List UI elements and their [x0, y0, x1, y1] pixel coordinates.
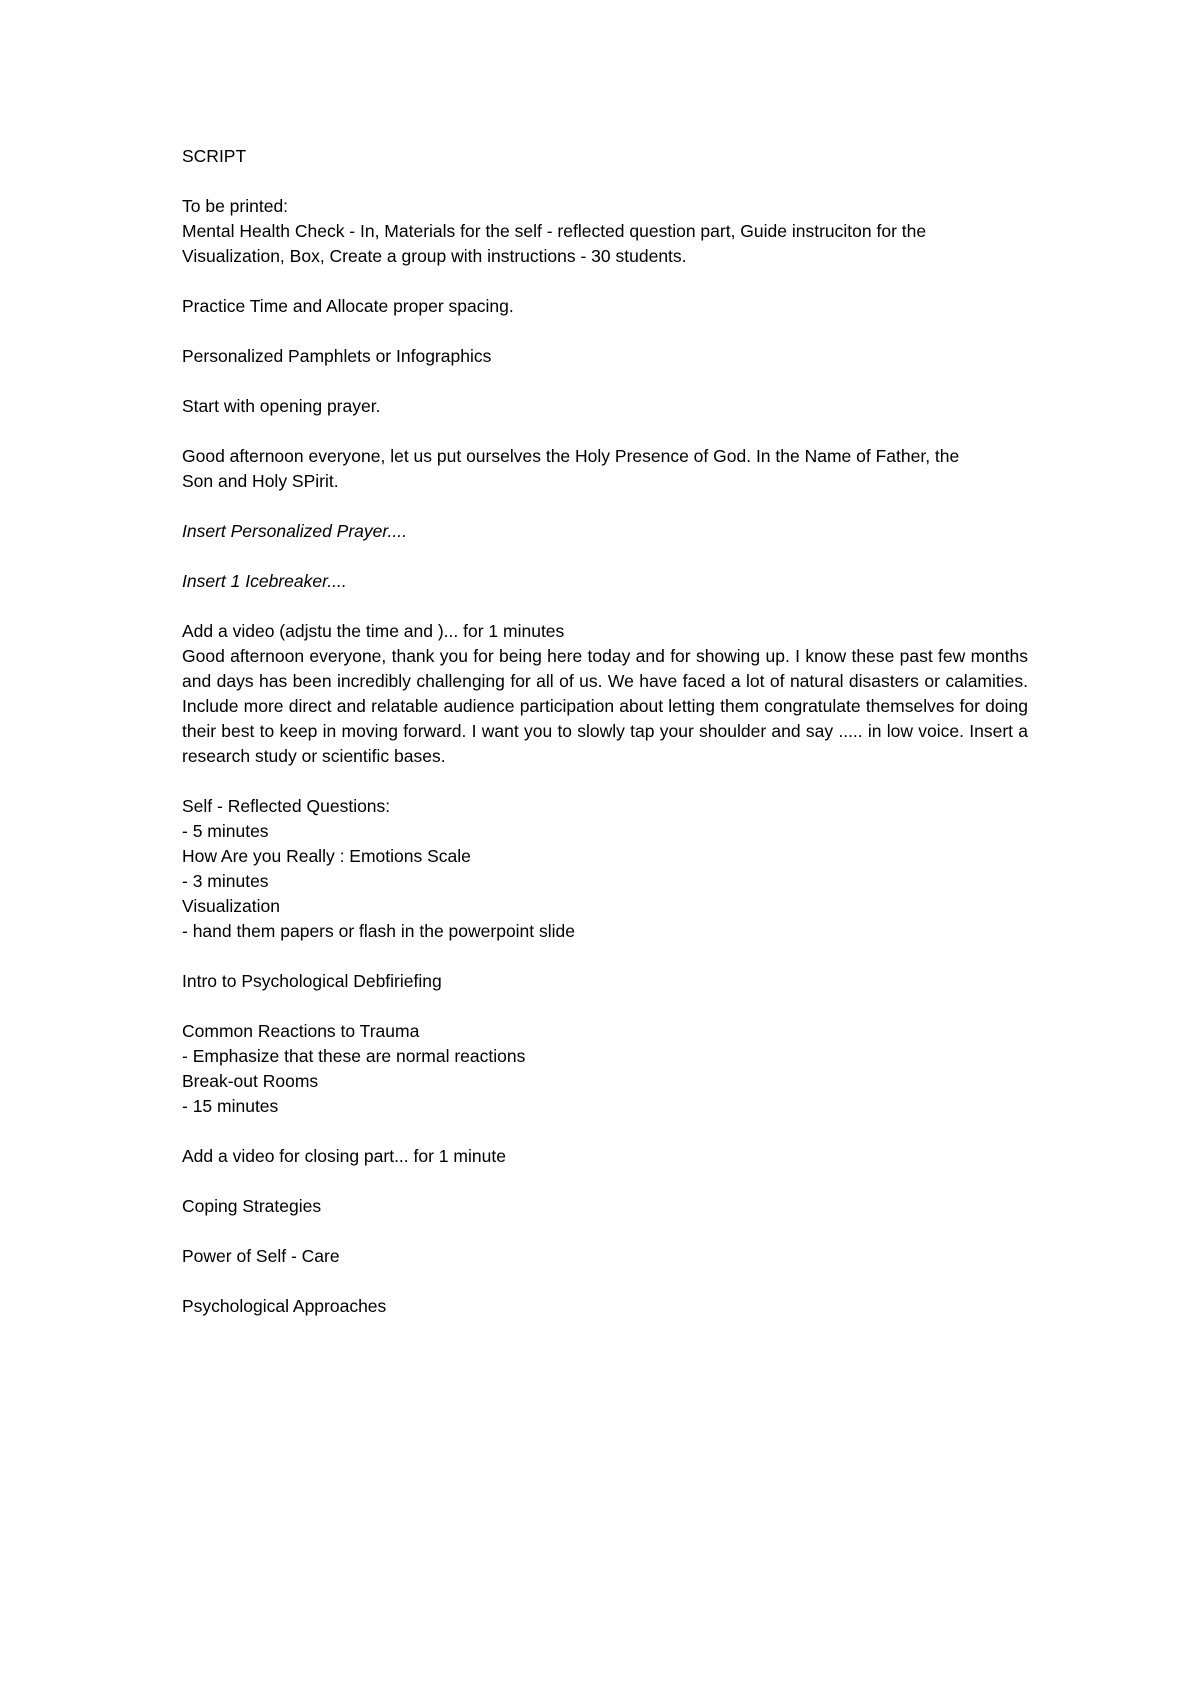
blank-line	[182, 944, 1028, 969]
emphasize-note: - Emphasize that these are normal reactions	[182, 1046, 526, 1066]
fifteen-minutes-note: - 15 minutes	[182, 1096, 279, 1116]
common-reactions-heading: Common Reactions to Trauma	[182, 1021, 420, 1041]
blank-line	[182, 319, 1028, 344]
document-body	[182, 144, 1028, 1319]
coping-strategies-heading: Coping Strategies	[182, 1196, 322, 1216]
blank-line	[182, 769, 1028, 794]
add-video-note: Add a video (adjstu the time and )... for 1 minutes	[182, 621, 565, 641]
three-minutes-note: - 3 minutes	[182, 871, 269, 891]
blank-line	[182, 994, 1028, 1019]
blank-line	[182, 269, 1028, 294]
insert-prayer-note: Insert Personalized Prayer....	[182, 521, 408, 541]
opening-prayer-note: Start with opening prayer.	[182, 396, 381, 416]
blank-line	[182, 1119, 1028, 1144]
pamphlets-note: Personalized Pamphlets or Infographics	[182, 346, 492, 366]
five-minutes-note: - 5 minutes	[182, 821, 269, 841]
greeting-line-1: Good afternoon everyone, let us put ourselves the Holy Presence of God. In the Name of Father, the	[182, 446, 960, 466]
practice-note: Practice Time and Allocate proper spacing.	[182, 296, 514, 316]
psychological-approaches-heading: Psychological Approaches	[182, 1296, 387, 1316]
emotions-scale-heading: How Are you Really : Emotions Scale	[182, 846, 471, 866]
to-be-printed-label: To be printed:	[182, 196, 289, 216]
self-care-heading: Power of Self - Care	[182, 1246, 340, 1266]
blank-line	[182, 594, 1028, 619]
blank-line	[182, 419, 1028, 444]
printed-items-line-2: Visualization, Box, Create a group with instructions - 30 students.	[182, 246, 687, 266]
insert-icebreaker-note: Insert 1 Icebreaker....	[182, 571, 347, 591]
blank-line	[182, 1219, 1028, 1244]
intro-debriefing-heading: Intro to Psychological Debfiriefing	[182, 971, 442, 991]
greeting-line-2: Son and Holy SPirit.	[182, 471, 339, 491]
self-reflected-heading: Self - Reflected Questions:	[182, 796, 391, 816]
visualization-heading: Visualization	[182, 896, 280, 916]
welcome-paragraph: Good afternoon everyone, thank you for being here today and for showing up. I know these past few months and days has been incredibly challenging for all of us. We have faced a lot of natural disasters or calamities. Include more direct and relatable audience participation about letting them congratulate themselves for doing their best to keep in moving forward. I want you to slowly tap your shoulder and say ..... in low voice. Insert a research study or scientific bases.	[182, 646, 1028, 766]
printed-items-line-1: Mental Health Check - In, Materials for the self - reflected question part, Guide instruciton for the	[182, 221, 927, 241]
blank-line	[182, 1169, 1028, 1194]
blank-line	[182, 369, 1028, 394]
document-title: SCRIPT	[182, 146, 247, 166]
blank-line	[182, 494, 1028, 519]
blank-line	[182, 544, 1028, 569]
closing-video-note: Add a video for closing part... for 1 minute	[182, 1146, 506, 1166]
breakout-rooms-heading: Break-out Rooms	[182, 1071, 319, 1091]
blank-line	[182, 169, 1028, 194]
blank-line	[182, 1269, 1028, 1294]
hand-papers-note: - hand them papers or flash in the powerpoint slide	[182, 921, 576, 941]
